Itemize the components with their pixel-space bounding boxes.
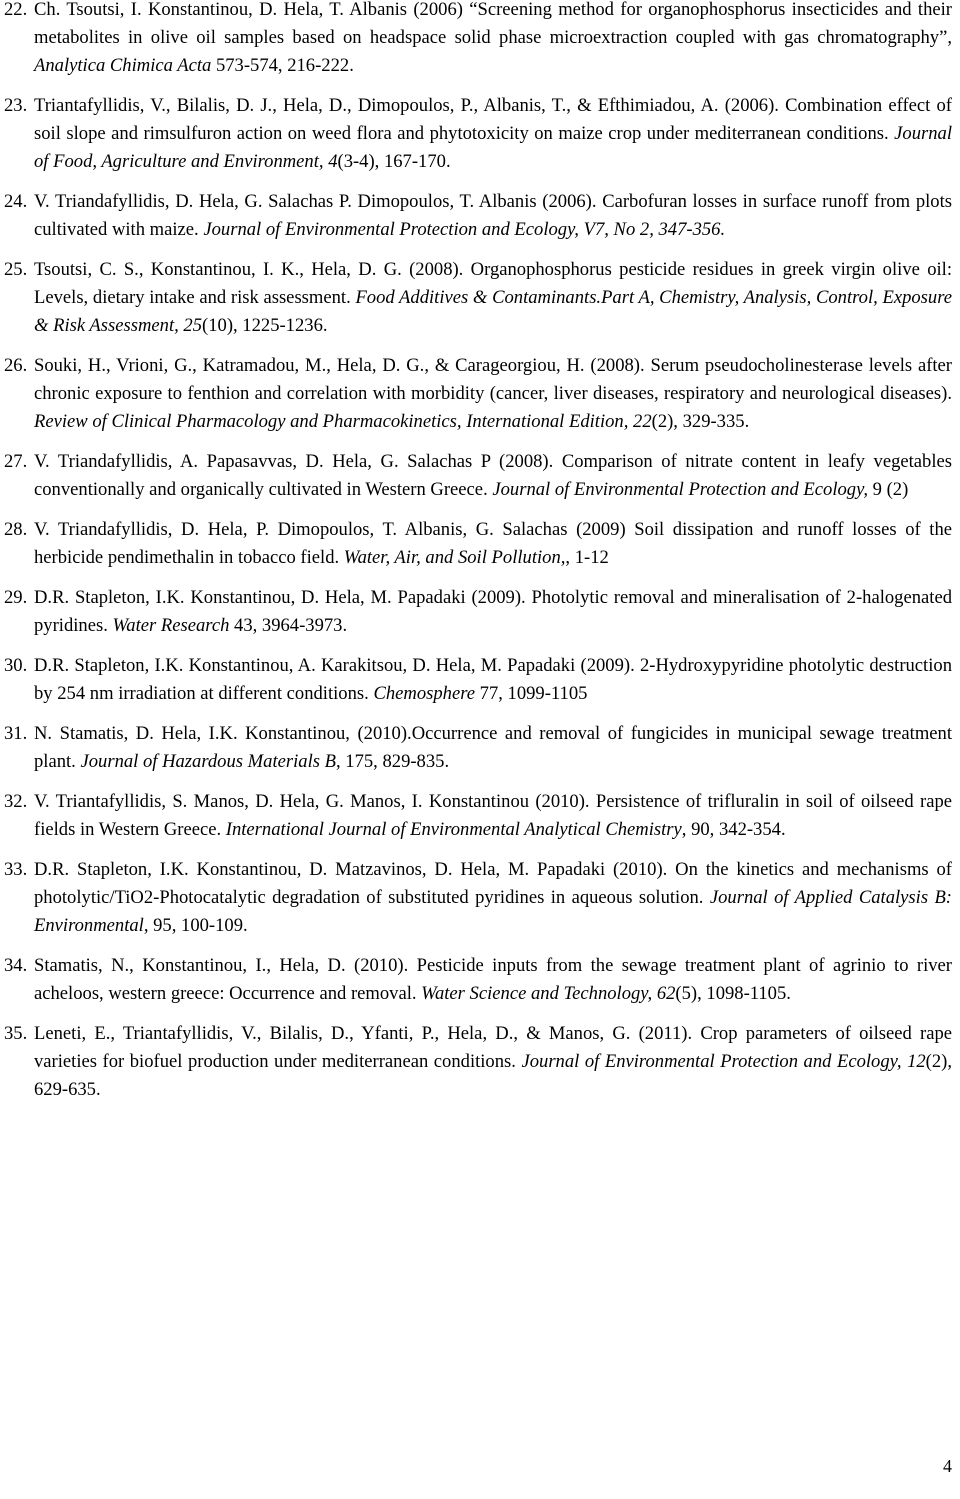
reference-item	[4, 1020, 952, 1104]
reference-item	[4, 0, 952, 80]
reference-item	[4, 188, 952, 244]
reference-item	[4, 856, 952, 940]
reference-segment: V. Triandafyllidis, D. Hela, P. Dimopoulos, T. Albanis, G. Salachas (2009) Soil dissipation and runoff losses of the herbicide pendimethalin in tobacco field.	[34, 519, 952, 568]
reference-number: 23.	[4, 95, 28, 116]
reference-text	[34, 0, 952, 76]
reference-segment: (2), 329-335.	[651, 411, 750, 432]
reference-segment: (5), 1098-1105.	[675, 983, 791, 1004]
reference-segment: Souki, H., Vrioni, G., Katramadou, M., Hela, D. G., & Carageorgiou, H. (2008). Serum pseudocholinesterase levels after chronic exposure to fenthion and correlation with morbidity (cancer, liver diseases, respiratory and neurological diseases).	[34, 355, 952, 404]
reference-item	[4, 788, 952, 844]
reference-segment: 77, 1099-1105	[475, 683, 588, 704]
reference-item	[4, 652, 952, 708]
reference-journal: Chemosphere	[373, 683, 475, 704]
reference-item	[4, 256, 952, 340]
reference-number: 32.	[4, 791, 28, 812]
reference-segment: , 1-12	[565, 547, 609, 568]
reference-journal: Water, Air, and Soil Pollution,	[343, 547, 566, 568]
reference-journal: Journal of Environmental Protection and Ecology, V7, No 2, 347-356.	[203, 219, 726, 240]
reference-journal: International Journal of Environmental Analytical Chemistry	[225, 819, 682, 840]
reference-list	[4, 0, 952, 1104]
reference-segment: Leneti, E., Triantafyllidis, V., Bilalis, D., Yfanti, P., Hela, D., & Manos, G. (2011). Crop parameters of oilseed rape varieties for biofuel production under mediterranean conditions.	[34, 1023, 952, 1072]
reference-segment: (2), 629-635.	[34, 1051, 953, 1100]
reference-text	[34, 723, 952, 772]
reference-segment: Tsoutsi, C. S., Konstantinou, I. K., Hela, D. G. (2008). Organophosphorus pesticide residues in greek virgin olive oil: Levels, dietary intake and risk assessment.	[34, 259, 952, 308]
reference-number: 34.	[4, 955, 28, 976]
reference-number: 24.	[4, 191, 28, 212]
reference-journal: Analytica Chimica Acta	[34, 55, 212, 76]
reference-segment: V. Triandafyllidis, D. Hela, G. Salachas P. Dimopoulos, T. Albanis (2006). Carbofuran losses in surface runoff from plots cultivated with maize.	[34, 191, 952, 240]
reference-item	[4, 516, 952, 572]
reference-text	[34, 451, 952, 500]
reference-segment: D.R. Stapleton, I.K. Konstantinou, D. Matzavinos, D. Hela, M. Papadaki (2010). On the kinetics and mechanisms of photolytic/TiO2-Photocatalytic degradation of substituted pyridines in aqueous solution.	[34, 859, 952, 908]
reference-text	[34, 791, 952, 840]
reference-segment: (10), 1225-1236.	[202, 315, 328, 336]
reference-number: 35.	[4, 1023, 28, 1044]
reference-number: 26.	[4, 355, 28, 376]
reference-segment: , 90, 342-354.	[681, 819, 786, 840]
reference-journal: Journal of Food, Agriculture and Environment, 4	[34, 123, 952, 172]
reference-text	[34, 1023, 952, 1100]
page-number: 4	[943, 1456, 952, 1476]
reference-segment: 43, 3964-3973.	[229, 615, 348, 636]
reference-segment: Ch. Tsoutsi, I. Konstantinou, D. Hela, T. Albanis (2006) “Screening method for organophosphorus insecticides and their metabolites in olive oil samples based on headspace solid phase microextraction coupled with gas chromatography”,	[34, 0, 952, 48]
reference-number: 30.	[4, 655, 28, 676]
reference-item	[4, 92, 952, 176]
reference-segment: , 95, 100-109.	[143, 915, 248, 936]
reference-text	[34, 859, 952, 936]
reference-item	[4, 352, 952, 436]
reference-journal: Water Science and Technology, 62	[421, 983, 676, 1004]
reference-journal: Water Research	[112, 615, 230, 636]
reference-number: 27.	[4, 451, 28, 472]
reference-journal: Food Additives & Contaminants.Part A, Chemistry, Analysis, Control, Exposure & Risk Assessment, 25	[34, 287, 952, 336]
reference-segment: (3-4), 167-170.	[337, 151, 451, 172]
reference-segment: , 175, 829-835.	[335, 751, 450, 772]
reference-journal: Journal of Applied Catalysis B: Environmental	[34, 887, 952, 936]
reference-segment: D.R. Stapleton, I.K. Konstantinou, D. Hela, M. Papadaki (2009). Photolytic removal and mineralisation of 2-halogenated pyridines.	[34, 587, 952, 636]
reference-number: 31.	[4, 723, 28, 744]
reference-journal: Journal of Environmental Protection and Ecology, 12	[521, 1051, 926, 1072]
reference-segment: 9 (2)	[867, 479, 909, 500]
reference-text	[34, 587, 952, 636]
reference-text	[34, 259, 952, 336]
reference-number: 33.	[4, 859, 28, 880]
reference-text	[34, 95, 952, 172]
reference-number: 29.	[4, 587, 28, 608]
reference-segment: V. Triandafyllidis, A. Papasavvas, D. Hela, G. Salachas P (2008). Comparison of nitrate content in leafy vegetables conventionally and organically cultivated in Western Greece.	[34, 451, 952, 500]
reference-segment: V. Triantafyllidis, S. Manos, D. Hela, G. Manos, I. Konstantinou (2010). Persistence of trifluralin in soil of oilseed rape fields in Western Greece.	[34, 791, 952, 840]
reference-segment: Triantafyllidis, V., Bilalis, D. J., Hela, D., Dimopoulos, P., Albanis, T., & Efthimiadou, A. (2006). Combination effect of soil slope and rimsulfuron action on weed flora and phytotoxicity on maize crop under mediterranean conditions.	[34, 95, 952, 144]
reference-item	[4, 952, 952, 1008]
reference-segment: D.R. Stapleton, I.K. Konstantinou, A. Karakitsou, D. Hela, M. Papadaki (2009). 2-Hydroxypyridine photolytic destruction by 254 nm irradiation at different conditions.	[34, 655, 952, 704]
reference-number: 22.	[4, 0, 28, 20]
reference-number: 25.	[4, 259, 28, 280]
reference-item	[4, 720, 952, 776]
reference-text	[34, 519, 952, 568]
reference-number: 28.	[4, 519, 28, 540]
reference-text	[34, 355, 952, 432]
reference-text	[34, 191, 952, 240]
reference-text	[34, 655, 952, 704]
reference-journal: Journal of Environmental Protection and Ecology,	[492, 479, 868, 500]
reference-segment: N. Stamatis, D. Hela, I.K. Konstantinou, (2010).Occurrence and removal of fungicides in municipal sewage treatment plant.	[34, 723, 952, 772]
reference-journal: Review of Clinical Pharmacology and Pharmacokinetics, International Edition, 22	[34, 411, 652, 432]
reference-journal: Journal of Hazardous Materials B	[80, 751, 336, 772]
reference-item	[4, 448, 952, 504]
reference-text	[34, 955, 952, 1004]
reference-item	[4, 584, 952, 640]
reference-segment: 573-574, 216-222.	[211, 55, 354, 76]
reference-segment: Stamatis, N., Konstantinou, I., Hela, D. (2010). Pesticide inputs from the sewage treatment plant of agrinio to river acheloos, western greece: Occurrence and removal.	[34, 955, 952, 1004]
